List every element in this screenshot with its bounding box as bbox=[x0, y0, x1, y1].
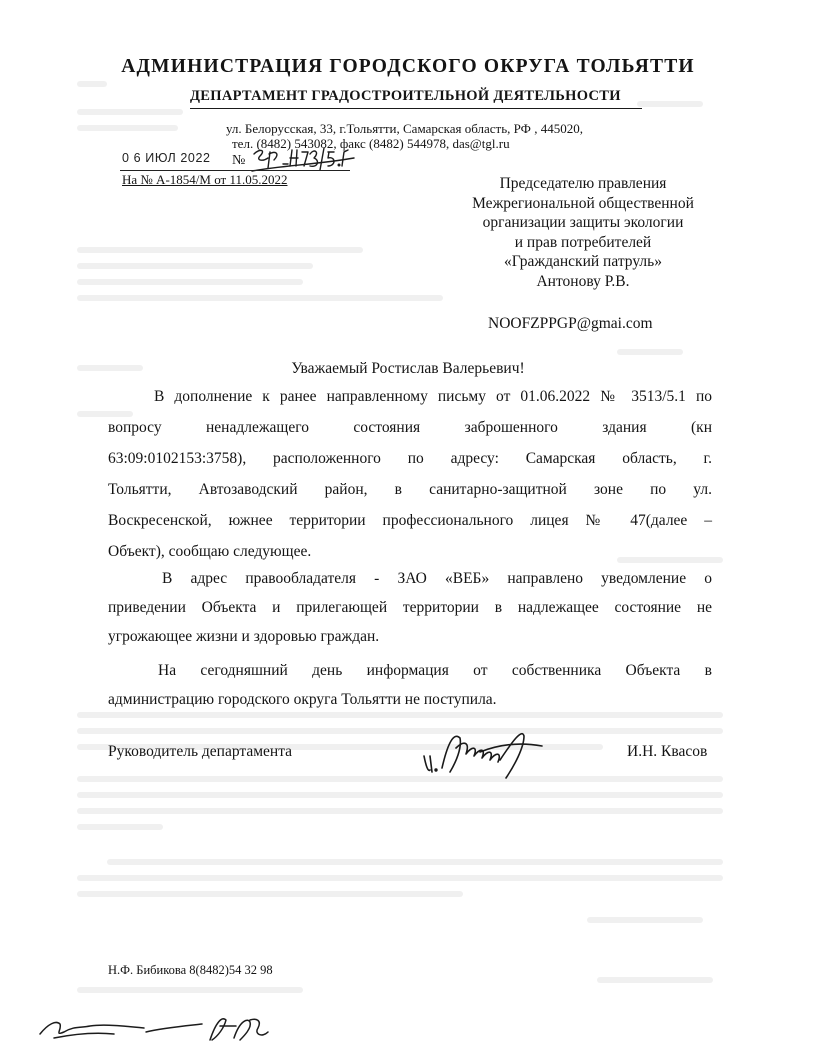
department-underline bbox=[190, 108, 642, 109]
body-line: Объект), сообщаю следующее. bbox=[108, 543, 312, 560]
addressee-line: Антонову Р.В. bbox=[536, 272, 630, 290]
body-line: В дополнение к ранее направленному письму от 01.06.2022 № 3513/5.1 по bbox=[154, 388, 712, 405]
salutation: Уважаемый Ростислав Валерьевич! bbox=[291, 360, 525, 377]
addressee-line: Председателю правления bbox=[499, 175, 667, 192]
executor-contact: Н.Ф. Бибикова 8(8482)54 32 98 bbox=[108, 963, 273, 977]
addressee-line: и прав потребителей bbox=[514, 233, 652, 251]
date-stamp: 0 6 ИЮЛ 2022 bbox=[122, 151, 211, 165]
organization-contacts: тел. (8482) 543082, факс (8482) 544978, das@tgl.ru bbox=[232, 136, 510, 151]
addressee-email: NOOFZPPGP@gmai.com bbox=[488, 315, 653, 332]
body-line: приведении Объекта и прилегающей территории в надлежащее состояние не bbox=[108, 599, 712, 616]
addressee-line: «Гражданский патруль» bbox=[504, 253, 662, 270]
body-line: Воскресенской, южнее территории профессионального лицея № 47(далее – bbox=[108, 512, 712, 529]
body-line: администрацию городского округа Тольятти не поступила. bbox=[108, 691, 497, 708]
department-title: ДЕПАРТАМЕНТ ГРАДОСТРОИТЕЛЬНОЙ ДЕЯТЕЛЬНОСТИ bbox=[190, 88, 621, 104]
signer-name: И.Н. Квасов bbox=[627, 743, 708, 760]
number-label: № bbox=[232, 153, 246, 168]
body-line: В адрес правообладателя - ЗАО «ВЕБ» направлено уведомление о bbox=[162, 570, 712, 587]
addressee-line: организации защиты экологии bbox=[482, 214, 684, 231]
signer-title: Руководитель департамента bbox=[108, 743, 293, 760]
body-line: Тольятти, Автозаводский район, в санитарно-защитной зоне по ул. bbox=[108, 481, 712, 498]
addressee-line: Межрегиональной общественной bbox=[472, 194, 694, 212]
body-line: вопросу ненадлежащего состояния заброшенного здания (кн bbox=[108, 419, 712, 436]
handwritten-initials bbox=[34, 1010, 274, 1044]
addressee-block bbox=[430, 174, 736, 291]
registration-line bbox=[120, 170, 350, 171]
reply-reference: На № А-1854/М от 11.05.2022 bbox=[122, 172, 288, 187]
body-line: На сегодняшний день информация от собственника Объекта в bbox=[158, 662, 712, 679]
handwritten-signature bbox=[420, 722, 550, 782]
organization-address: ул. Белорусская, 33, г.Тольятти, Самарская область, РФ , 445020, bbox=[226, 121, 583, 136]
body-line: угрожающее жизни и здоровью граждан. bbox=[108, 628, 380, 645]
body-line: 63:09:0102153:3758), расположенного по адресу: Самарская область, г. bbox=[108, 450, 712, 467]
organization-title: АДМИНИСТРАЦИЯ ГОРОДСКОГО ОКРУГА ТОЛЬЯТТИ bbox=[121, 56, 695, 77]
